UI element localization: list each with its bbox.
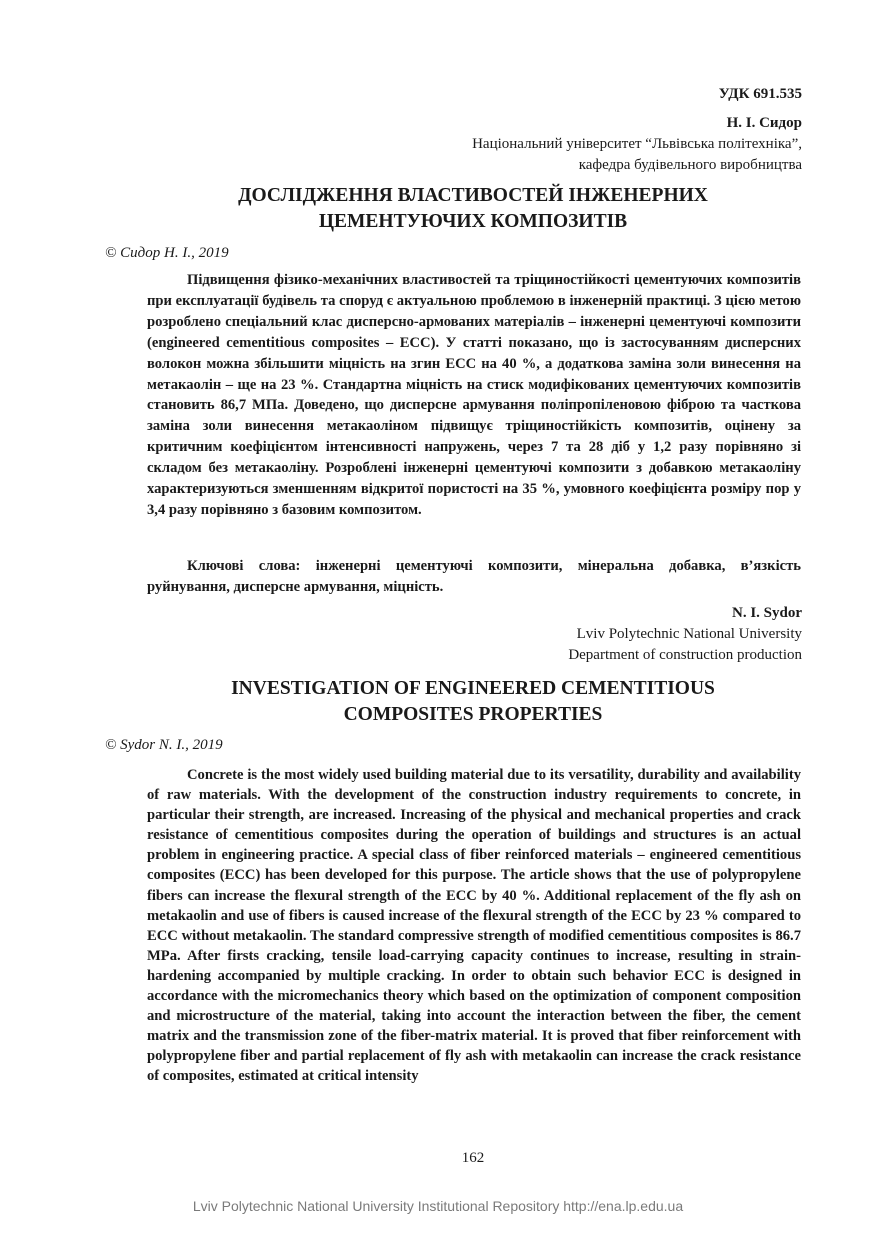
page-number: 162 — [461, 1150, 485, 1166]
author-block-ua — [472, 113, 802, 176]
copyright-ua: © Сидор Н. І., 2019 — [105, 245, 229, 261]
affiliation-line1-en: Lviv Polytechnic National University — [576, 626, 802, 642]
affiliation-line2-en: Department of construction production — [568, 647, 802, 663]
affiliation-line2-ua: кафедра будівельного виробництва — [578, 157, 802, 173]
title-line2-en: COMPOSITES PROPERTIES — [343, 704, 603, 725]
keywords-ua: Ключові слова: інженерні цементуючі композити, мінеральна добавка, в’язкість руйнування, дисперсне армування, міцність. — [147, 558, 801, 595]
author-block-en — [568, 603, 802, 666]
paper-title-en — [100, 676, 846, 728]
abstract-ua: Підвищення фізико-механічних властивостей та тріщиностійкості цементуючих композитів при експлуатації будівель та споруд є актуальною проблемою в інженерній практиці. З цією метою розроблено спеціальний клас дисперсно-армованих матеріалів – інженерні цементуючі композити (engineered cementitious composites – ECC). У статті показано, що із застосуванням дисперсних волокон можна збільшити міцність на згин ECC на 40 %, а додаткова заміна золи винесення на метакаолін – ще на 23 %. Стандартна міцність на стиск модифікованих цементуючих композитів становить 86,7 МПа. Доведено, що дисперсне армування поліпропіленовою фіброю та часткова заміна золи винесення метакаоліном підвищує тріщиностійкість композитів, оцінену за критичним коефіцієнтом інтенсивності напружень, через 7 та 28 діб у 1,2 разу порівняно зі складом без метакаоліну. Розроблені інженерні цементуючі композити з добавкою метакаоліну характеризуються зменшенням відкритої пористості на 35 %, умовного коефіцієнта розміру пор у 3,4 разу порівняно з базовим композитом. — [147, 272, 801, 518]
paper-title-ua — [100, 183, 846, 235]
copyright-en: © Sydor N. I., 2019 — [105, 737, 223, 753]
author-name-ua: Н. І. Сидор — [726, 115, 802, 131]
author-name-en: N. I. Sydor — [731, 605, 802, 621]
affiliation-line1-ua: Національний університет “Львівська політехніка”, — [472, 136, 802, 152]
udc-code: УДК 691.535 — [718, 86, 802, 102]
repository-footer: Lviv Polytechnic National University Institutional Repository http://ena.lp.edu.ua — [192, 1198, 684, 1214]
abstract-en: Concrete is the most widely used building material due to its versatility, durability and availability of raw materials. With the development of the construction industry requirements to concrete, in particular their strength, are increased. Increasing of the physical and mechanical properties and crack resistance of cementitious composites during the operation of buildings and structures is an actual problem in engineering practice. A special class of fiber reinforced materials – engineered cementitious composites (ECC) has been developed for this purpose. The article shows that the use of polypropylene fibers can increase the flexural strength of the ECC by 40 %. Additional replacement of the fly ash on metakaolin and use of fibers is caused increase of the flexural strength of the ECC by 23 % compared to ECC without metakaolin. The standard compressive strength of modified cementitious composites is 86.7 MPa. After firsts cracking, tensile load-carrying capacity continues to increase, resulting in strain-hardening accompanied by multiple cracking. In order to obtain such behavior ECC is designed in accordance with the micromechanics theory which based on the optimization of component composition and microstructure of the material, taking into account the interaction between the fiber, the cement matrix and the transmission zone of the fiber-matrix material. It is proved that fiber reinforcement with polypropylene fiber and partial replacement of fly ash with metakaolin can increase the crack resistance of composites, estimated at critical intensity — [147, 767, 801, 1085]
title-line2-ua: ЦЕМЕНТУЮЧИХ КОМПОЗИТІВ — [318, 211, 628, 232]
title-line1-ua: ДОСЛІДЖЕННЯ ВЛАСТИВОСТЕЙ ІНЖЕНЕРНИХ — [238, 185, 708, 206]
title-line1-en: INVESTIGATION OF ENGINEERED CEMENTITIOUS — [231, 678, 715, 699]
